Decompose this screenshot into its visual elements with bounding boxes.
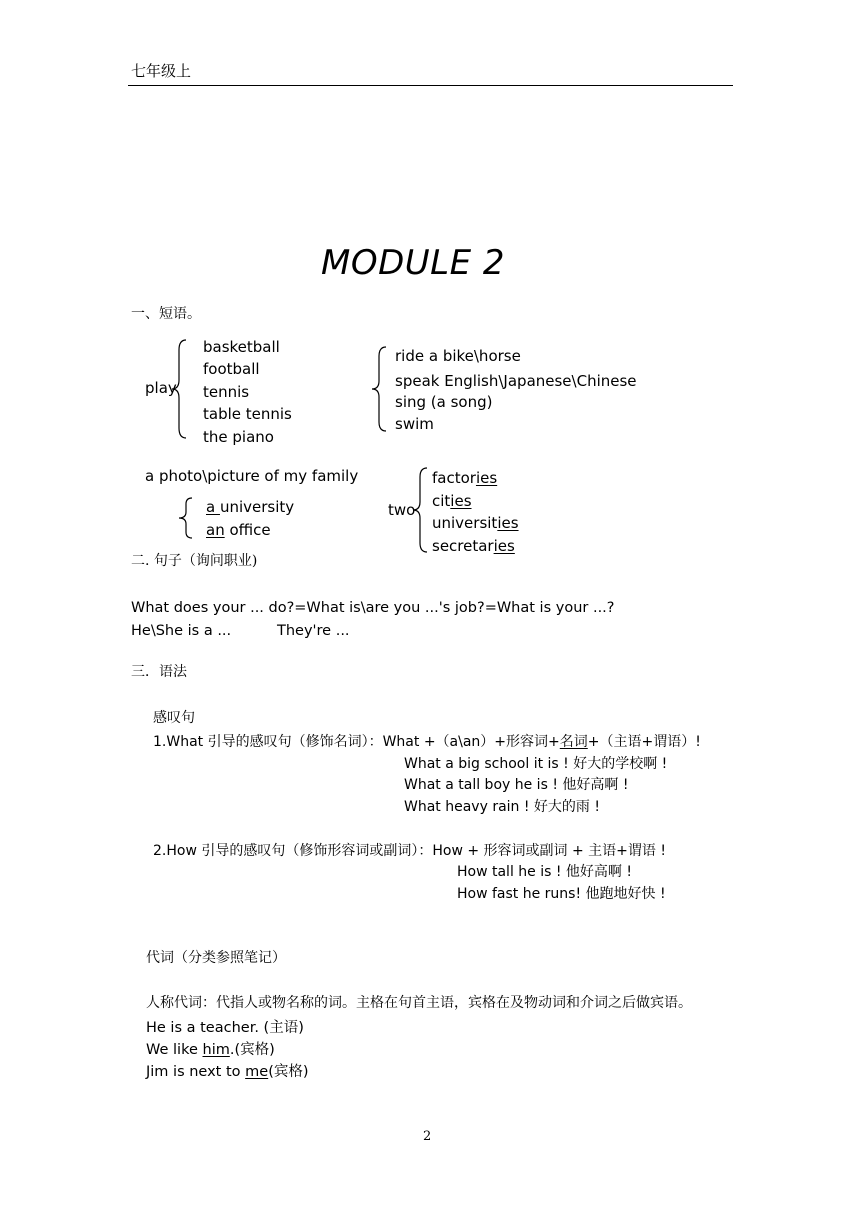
two-brace <box>411 466 431 554</box>
job-question: What does your ... do?=What is\are you ...'s job?=What is your ...? <box>131 600 615 616</box>
exclamation-heading: 感叹句 <box>153 710 195 726</box>
what-example-3: What heavy rain ! 好大的雨 ! <box>404 799 600 815</box>
section-1-heading: 一、短语。 <box>131 306 201 322</box>
job-answer-singular: He\She is a ... <box>131 623 232 639</box>
article-an: an <box>206 521 225 539</box>
how-example-1: How tall he is ! 他好高啊 ! <box>457 864 632 880</box>
article-a: a <box>206 498 220 516</box>
how-rule: 2.How 引导的感叹句（修饰形容词或副词）：How + 形容词或副词 + 主语+谓语 ! <box>153 843 666 859</box>
play-item-tennis: tennis <box>203 383 250 401</box>
what-example-1: What a big school it is ! 好大的学校啊 ! <box>404 756 668 772</box>
what-example-2: What a tall boy he is ! 他好高啊 ! <box>404 777 629 793</box>
page-title: MODULE 2 <box>321 243 506 283</box>
two-label: two <box>388 501 416 519</box>
what-rule: 1.What 引导的感叹句（修饰名词）：What +（a\an）+形容词+名词+（主语+谓语）! <box>153 734 701 750</box>
verbs-brace <box>370 345 390 433</box>
verb-swim: swim <box>395 415 434 433</box>
job-answer-plural: They're ... <box>277 623 350 639</box>
article-university: a university <box>206 498 295 516</box>
photo-phrase: a photo\picture of my family <box>145 467 359 485</box>
play-item-table-tennis: table tennis <box>203 405 292 423</box>
play-label: play <box>145 379 177 397</box>
pronoun-example-2: We like him.(宾格) <box>146 1042 275 1058</box>
pronoun-heading: 代词（分类参照笔记） <box>146 950 286 966</box>
verb-ride: ride a bike\horse <box>395 347 521 365</box>
play-item-football: football <box>203 360 260 378</box>
verb-sing: sing (a song) <box>395 393 493 411</box>
play-item-piano: the piano <box>203 428 274 446</box>
page-number: 2 <box>423 1129 432 1144</box>
pronoun-example-3: Jim is next to me(宾格) <box>146 1064 309 1080</box>
section-2-heading: 二. 句子（询问职业) <box>131 553 258 569</box>
header-rule <box>128 85 733 86</box>
plural-factories: factories <box>432 469 498 487</box>
play-item-basketball: basketball <box>203 338 280 356</box>
article-office: an office <box>206 521 271 539</box>
pronoun-example-1: He is a teacher. (主语) <box>146 1020 304 1036</box>
header-grade: 七年级上 <box>131 62 192 80</box>
pronoun-description: 人称代词：代指人或物名称的词。主格在句首主语，宾格在及物动词和介词之后做宾语。 <box>146 995 692 1011</box>
article-brace <box>177 496 197 540</box>
section-3-heading: 三．语法 <box>131 664 187 680</box>
plural-universities: universities <box>432 514 519 532</box>
plural-cities: cities <box>432 492 472 510</box>
play-brace <box>170 338 190 440</box>
plural-secretaries: secretaries <box>432 537 515 555</box>
how-example-2: How fast he runs! 他跑地好快 ! <box>457 886 666 902</box>
verb-speak: speak English\Japanese\Chinese <box>395 372 637 390</box>
